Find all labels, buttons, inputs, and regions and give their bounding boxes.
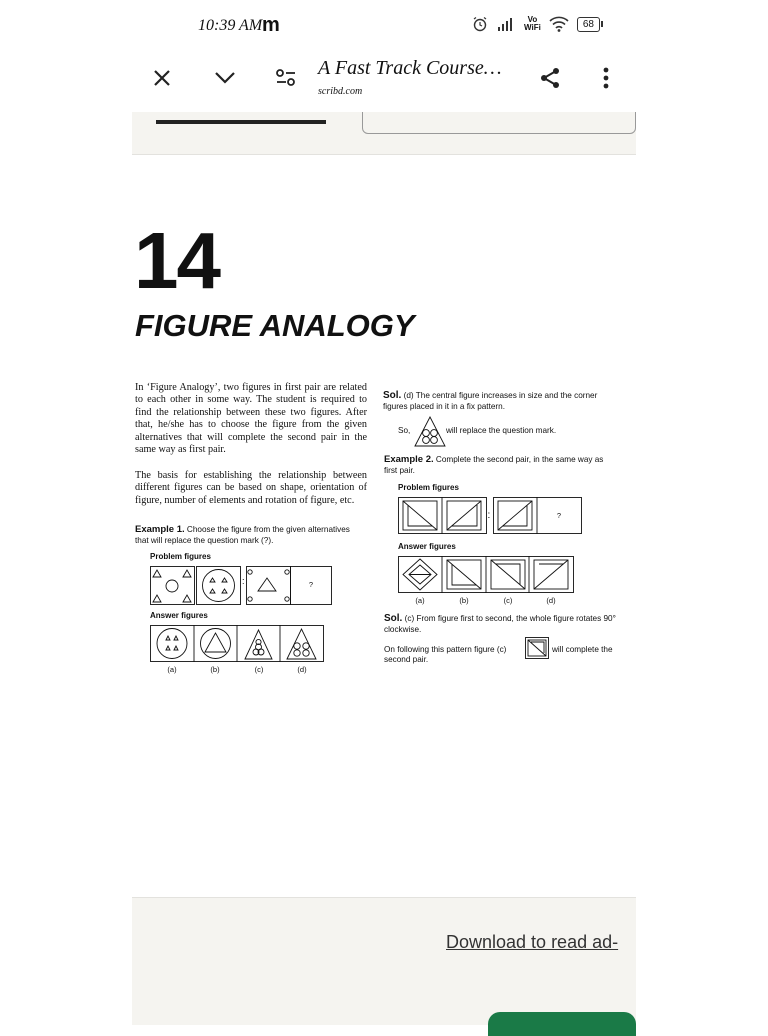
example2-problem-label: Problem figures [398,483,459,492]
example2-answer-figures [398,556,574,594]
example2-option-b: (b) [459,596,469,605]
site-settings-button[interactable] [270,62,302,94]
sol1-text: Sol. (d) The central figure increases in size and the corner figures placed in it in a fix pattern. [383,390,598,411]
intro-paragraph-1: In ‘Figure Analogy’, two figures in first pair are related to each other in some way. The student is required to find the relationship between these two figures. After that, he/she has to choose the figure from the given alternatives that will complete the second pair in the same way as first pair. [135,382,367,456]
sol1-answer-figure [414,416,446,447]
example2-text: Example 2. Complete the second pair, in the same way as first pair. [384,454,604,475]
example1-option-d: (d) [297,665,307,674]
close-button[interactable] [146,62,178,94]
example1-answer-figures [150,625,324,663]
sol2-answer-figure [525,637,549,659]
example2-option-d: (d) [546,596,556,605]
app-notification-indicator: m [262,14,280,36]
example2-option-a: (a) [415,596,425,605]
search-box-fragment[interactable] [362,112,636,134]
vowifi-indicator: Vo WiFi [524,15,541,32]
example1-question-mark: ? [308,580,314,589]
example1-problem-label: Problem figures [150,552,211,561]
page-title: A Fast Track Course… [318,57,502,79]
sol2-follow-start: On following this pattern figure (c) [384,645,507,654]
example1-option-a: (a) [167,665,177,674]
page-url: scribd.com [318,86,363,97]
share-icon [538,66,562,90]
signal-icon [496,17,516,31]
status-time: 10:39 AM [198,17,263,34]
download-link[interactable]: Download to read ad- [446,932,619,952]
close-icon [152,68,172,88]
document-footer-strip [132,897,636,1025]
sol2-follow-end-line2: second pair. [384,655,429,664]
sol2-text: Sol. (c) From figure first to second, the whole figure rotates 90° clockwise. [384,613,616,634]
more-options-button[interactable] [590,62,622,94]
wifi-icon [549,16,569,32]
download-button[interactable] [488,1012,636,1036]
collapse-button[interactable] [209,62,241,94]
alarm-icon [472,16,488,32]
example2-question-mark: ? [556,511,562,520]
document-header-strip [132,112,636,155]
intro-paragraph-2: The basis for establishing the relationship between different figures can be based on shape, orientation of figure, number of elements and rotation of figure, etc. [135,470,367,506]
more-vert-icon [602,66,610,90]
sol1-so: So, [398,426,411,435]
svg-text::: : [242,576,245,586]
example1-text: Example 1. Choose the figure from the given alternatives that will replace the question mark (?). [135,524,350,545]
chapter-number: 14 [134,216,219,305]
battery-icon: 68 [577,17,600,32]
scribd-logo-fragment [156,112,326,124]
example1-answer-label: Answer figures [150,611,208,620]
example1-option-b: (b) [210,665,220,674]
settings-icon [275,68,297,88]
example2-option-c: (c) [503,596,513,605]
chapter-title: FIGURE ANALOGY [135,308,415,343]
example2-answer-label: Answer figures [398,542,456,551]
share-button[interactable] [534,62,566,94]
sol1-replace-text: will replace the question mark. [446,426,557,435]
sol2-follow-end-line1: will complete the [552,645,613,654]
example1-option-c: (c) [254,665,264,674]
chevron-down-icon [214,71,236,85]
status-icons [472,16,600,32]
svg-text::: : [487,510,491,521]
